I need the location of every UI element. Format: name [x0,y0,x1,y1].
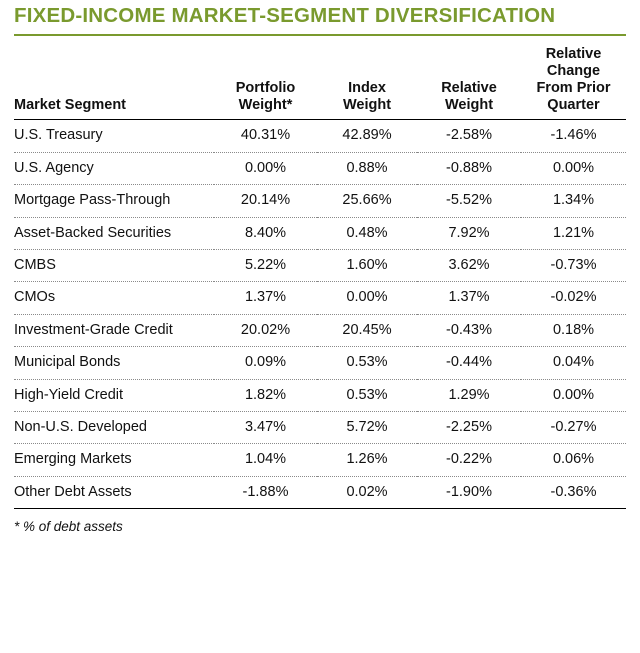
cell-relative-weight: -2.58% [417,120,521,152]
cell-portfolio-weight: 0.09% [214,347,317,379]
cell-index-weight: 20.45% [317,314,417,346]
cell-relative-weight: -0.22% [417,444,521,476]
column-header-relative-change: Relative Change From Prior Quarter [521,46,626,120]
table-row [14,152,626,184]
table-row [14,282,626,314]
cell-portfolio-weight: 20.02% [214,314,317,346]
table-row [14,185,626,217]
cell-index-weight: 25.66% [317,185,417,217]
cell-segment: Other Debt Assets [14,476,214,508]
column-header-index-weight: Index Weight [317,46,417,120]
cell-index-weight: 1.60% [317,250,417,282]
cell-relative-change: 0.00% [521,379,626,411]
cell-segment: Mortgage Pass-Through [14,185,214,217]
cell-relative-change: -0.02% [521,282,626,314]
cell-relative-weight: 7.92% [417,217,521,249]
cell-relative-change: 0.00% [521,152,626,184]
table-row [14,444,626,476]
market-segment-table [14,46,626,509]
cell-relative-change: 0.18% [521,314,626,346]
cell-relative-weight: -5.52% [417,185,521,217]
cell-index-weight: 5.72% [317,411,417,443]
cell-relative-change: 1.34% [521,185,626,217]
table-row [14,476,626,508]
cell-segment: U.S. Treasury [14,120,214,152]
cell-relative-weight: 1.37% [417,282,521,314]
cell-relative-weight: -1.90% [417,476,521,508]
cell-segment: Non-U.S. Developed [14,411,214,443]
table-header [14,46,626,120]
table-row [14,379,626,411]
cell-relative-weight: 1.29% [417,379,521,411]
cell-portfolio-weight: 1.82% [214,379,317,411]
cell-portfolio-weight: 3.47% [214,411,317,443]
column-header-segment: Market Segment [14,46,214,120]
cell-segment: CMOs [14,282,214,314]
cell-relative-change: 1.21% [521,217,626,249]
table-row [14,217,626,249]
table-row [14,120,626,152]
cell-index-weight: 0.53% [317,379,417,411]
cell-segment: Emerging Markets [14,444,214,476]
cell-portfolio-weight: 0.00% [214,152,317,184]
cell-segment: Investment-Grade Credit [14,314,214,346]
cell-relative-change: -0.27% [521,411,626,443]
cell-segment: CMBS [14,250,214,282]
page-title: FIXED-INCOME MARKET-SEGMENT DIVERSIFICATION [14,4,556,27]
table-row [14,347,626,379]
table-header-row [14,46,626,120]
cell-relative-weight: -2.25% [417,411,521,443]
cell-index-weight: 1.26% [317,444,417,476]
cell-relative-change: -1.46% [521,120,626,152]
cell-portfolio-weight: 20.14% [214,185,317,217]
cell-portfolio-weight: 1.04% [214,444,317,476]
cell-index-weight: 0.48% [317,217,417,249]
cell-index-weight: 0.00% [317,282,417,314]
cell-relative-change: 0.04% [521,347,626,379]
cell-index-weight: 0.88% [317,152,417,184]
cell-relative-weight: -0.88% [417,152,521,184]
column-header-portfolio-weight: Portfolio Weight* [214,46,317,120]
cell-relative-weight: -0.43% [417,314,521,346]
title-divider [14,34,626,36]
cell-relative-change: 0.06% [521,444,626,476]
cell-portfolio-weight: 1.37% [214,282,317,314]
cell-relative-weight: -0.44% [417,347,521,379]
table-row [14,411,626,443]
cell-index-weight: 42.89% [317,120,417,152]
cell-portfolio-weight: 8.40% [214,217,317,249]
table-row [14,250,626,282]
cell-index-weight: 0.53% [317,347,417,379]
column-header-relative-weight: Relative Weight [417,46,521,120]
cell-index-weight: 0.02% [317,476,417,508]
cell-portfolio-weight: 40.31% [214,120,317,152]
footnote: * % of debt assets [14,519,123,535]
cell-relative-change: -0.36% [521,476,626,508]
cell-relative-weight: 3.62% [417,250,521,282]
cell-segment: U.S. Agency [14,152,214,184]
cell-segment: High-Yield Credit [14,379,214,411]
table-row [14,314,626,346]
cell-segment: Asset-Backed Securities [14,217,214,249]
table-body [14,120,626,509]
cell-segment: Municipal Bonds [14,347,214,379]
cell-portfolio-weight: 5.22% [214,250,317,282]
cell-portfolio-weight: -1.88% [214,476,317,508]
cell-relative-change: -0.73% [521,250,626,282]
